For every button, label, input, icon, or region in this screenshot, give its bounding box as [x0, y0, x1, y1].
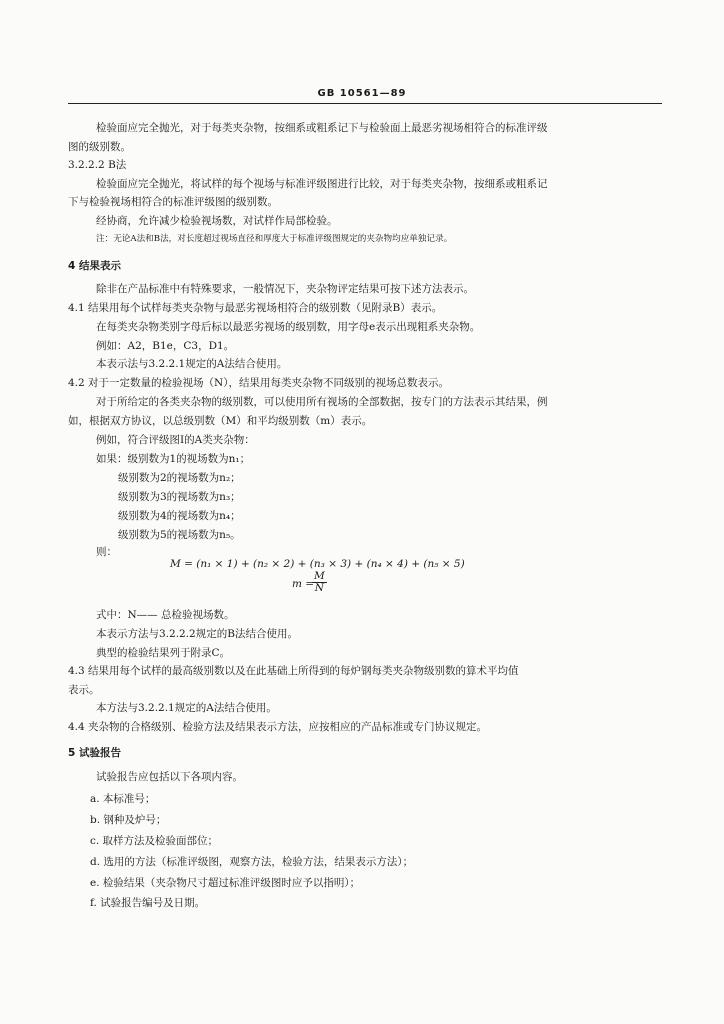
page-header-standard-number: GB 10561—89 — [317, 88, 407, 99]
paragraph-line: 检验面应完全抛光，对于每类夹杂物，按细系或粗系记下与检验面上最恶劣视场相符合的标准评级 — [96, 122, 548, 134]
paragraph-line: 除非在产品标准中有特殊要求，一般情况下，夹杂物评定结果可按下述方法表示。 — [96, 283, 474, 295]
paragraph-line: 典型的检验结果列于附录C。 — [96, 647, 231, 659]
formula-mean-label: m = — [292, 578, 315, 590]
clause-4-2: 4.2 对于一定数量的检验视场（N），结果用每类夹杂物不同级别的视场总数表示。 — [68, 377, 449, 389]
paragraph-line: 级别数为3的视场数为n₃； — [118, 491, 241, 503]
note-text: 注：无论A法和B法，对长度超过视场直径和厚度大于标准评级图规定的夹杂物均应单独记录。 — [96, 234, 453, 244]
paragraph-line: 在每类夹杂物类别字母后标以最恶劣视场的级别数，用字母e表示出现粗系夹杂物。 — [96, 321, 481, 333]
paragraph-line: 级别数为5的视场数为n₅。 — [118, 529, 241, 541]
section-heading-3222: 3.2.2.2 B法 — [68, 159, 127, 171]
paragraph-line: 试验报告应包括以下各项内容。 — [96, 771, 243, 783]
clause-4-1: 4.1 结果用每个试样每类夹杂物与最恶劣视场相符合的级别数（见附录B）表示。 — [68, 302, 443, 314]
paragraph-line: 对于所给定的各类夹杂物的级别数，可以使用所有视场的全部数据，按专门的方法表示其结果，例 — [96, 396, 548, 408]
clause-4-4: 4.4 夹杂物的合格级别、检验方法及结果表示方法，应按相应的产品标准或专门协议规定。 — [68, 721, 488, 733]
fraction-denominator: N — [314, 582, 324, 594]
paragraph-line: 级别数为2的视场数为n₂； — [118, 472, 241, 484]
fraction-numerator: M — [314, 570, 325, 582]
paragraph-line: 下与检验视场相符合的标准评级图的级别数。 — [68, 196, 278, 208]
formula-mean-fraction — [312, 571, 327, 594]
paragraph-line: 经协商，允许减少检验视场数，对试样作局部检验。 — [96, 215, 338, 227]
paragraph-line: 检验面应完全抛光，将试样的每个视场与标准评级图进行比较，对于每类夹杂物，按细系或粗系记 — [96, 178, 548, 190]
paragraph-line: 式中：N—— 总检验视场数。 — [96, 609, 235, 621]
list-item: e. 检验结果（夹杂物尺寸超过标准评级图时应予以指明）； — [90, 877, 361, 889]
paragraph-line: 本方法与3.2.2.1规定的A法结合使用。 — [96, 702, 277, 714]
list-item: d. 选用的方法（标准评级图，观察方法，检验方法，结果表示方法）； — [90, 856, 414, 868]
section-heading-5: 5 试验报告 — [68, 747, 121, 759]
list-item: b. 钢种及炉号； — [90, 814, 167, 826]
formula-total-grade: M = (n₁ × 1) + (n₂ × 2) + (n₃ × 3) + (n₄ × 4) + (n₅ × 5) — [170, 558, 465, 570]
paragraph-line: 如果：级别数为1的视场数为n₁； — [96, 453, 251, 465]
list-item: f. 试验报告编号及日期。 — [90, 897, 206, 909]
section-heading-4: 4 结果表示 — [68, 260, 121, 272]
paragraph-line: 例如：A2，B1e，C3，D1。 — [96, 340, 235, 352]
paragraph-line: 则： — [96, 546, 117, 558]
paragraph-line: 图的级别数。 — [68, 141, 131, 153]
paragraph-line: 表示。 — [68, 684, 100, 696]
paragraph-line: 本表示法与3.2.2.1规定的A法结合使用。 — [96, 358, 288, 370]
clause-4-3: 4.3 结果用每个试样的最高级别数以及在此基础上所得到的每炉钢每类夹杂物级别数的算术平均值 — [68, 665, 519, 677]
paragraph-line: 本表示方法与3.2.2.2规定的B法结合使用。 — [96, 628, 298, 640]
list-item: a. 本标准号； — [90, 793, 156, 805]
paragraph-line: 级别数为4的视场数为n₄； — [118, 510, 241, 522]
list-item: c. 取样方法及检验面部位； — [90, 835, 219, 847]
header-rule — [68, 103, 662, 104]
paragraph-line: 例如，符合评级图Ⅰ的A类夹杂物： — [96, 434, 255, 446]
paragraph-line: 如，根据双方协议，以总级别数（M）和平均级别数（m）表示。 — [68, 415, 373, 427]
